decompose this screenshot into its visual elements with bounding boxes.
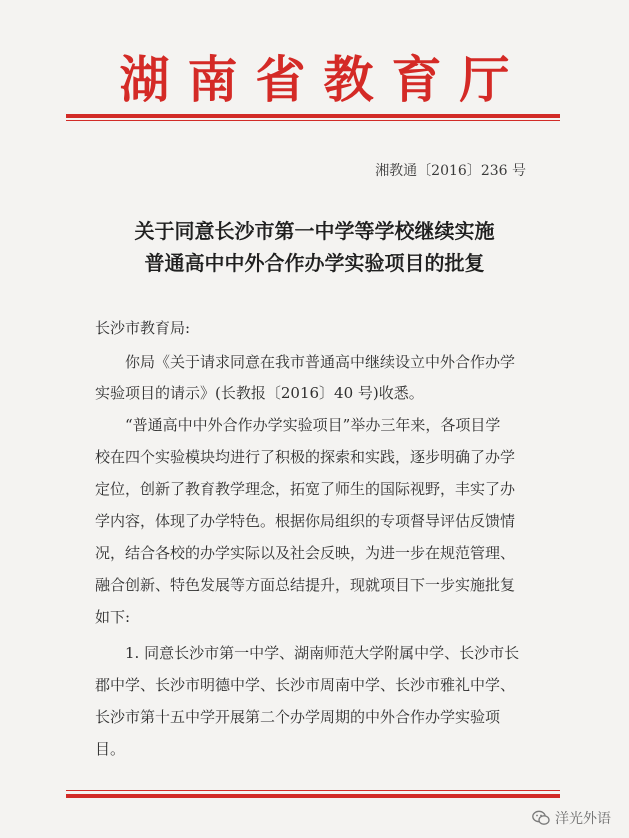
watermark <box>532 808 611 828</box>
header-rule-thin <box>66 120 560 121</box>
body-line: 学内容，体现了办学特色。根据你局组织的专项督导评估反馈情 <box>95 512 516 530</box>
body-line: 郡中学、长沙市明德中学、长沙市周南中学、长沙市雅礼中学、 <box>95 676 516 694</box>
body-line: 目。 <box>95 740 126 758</box>
watermark-text: 洋光外语 <box>555 811 611 827</box>
body-line: 况，结合各校的办学实际以及社会反映，为进一步在规范管理、 <box>95 544 516 562</box>
footer-rule-thick <box>66 794 560 798</box>
document-title-line-1: 关于同意长沙市第一中学等学校继续实施 <box>134 219 495 243</box>
document-number: 湘教通〔2016〕236 号 <box>375 163 526 179</box>
header-rule-thick <box>66 114 560 118</box>
body-line: 如下: <box>95 608 131 626</box>
document-title-line-2: 普通高中中外合作办学实验项目的批复 <box>144 251 485 275</box>
body-line: “普通高中中外合作办学实验项目”举办三年来，各项目学 <box>125 416 501 434</box>
body-line: 长沙市第十五中学开展第二个办学周期的中外合作办学实验项 <box>95 708 501 726</box>
body-line: 融合创新、特色发展等方面总结提升，现就项目下一步实施批复 <box>95 576 516 594</box>
body-line: 定位，创新了教育教学理念，拓宽了师生的国际视野，丰实了办 <box>95 480 516 498</box>
body-line: 你局《关于请求同意在我市普通高中继续设立中外合作办学 <box>125 353 516 371</box>
issuer-title: 湖南省教育厅 <box>119 50 528 109</box>
salutation: 长沙市教育局: <box>95 319 191 337</box>
body-line: 校在四个实验模块均进行了积极的探索和实践，逐步明确了办学 <box>95 448 516 466</box>
wechat-icon <box>532 810 550 826</box>
footer-rule-thin <box>66 790 560 791</box>
body-line: 1. 同意长沙市第一中学、湖南师范大学附属中学、长沙市长 <box>125 644 520 662</box>
body-line: 实验项目的请示》(长教报〔2016〕40 号)收悉。 <box>95 384 424 402</box>
